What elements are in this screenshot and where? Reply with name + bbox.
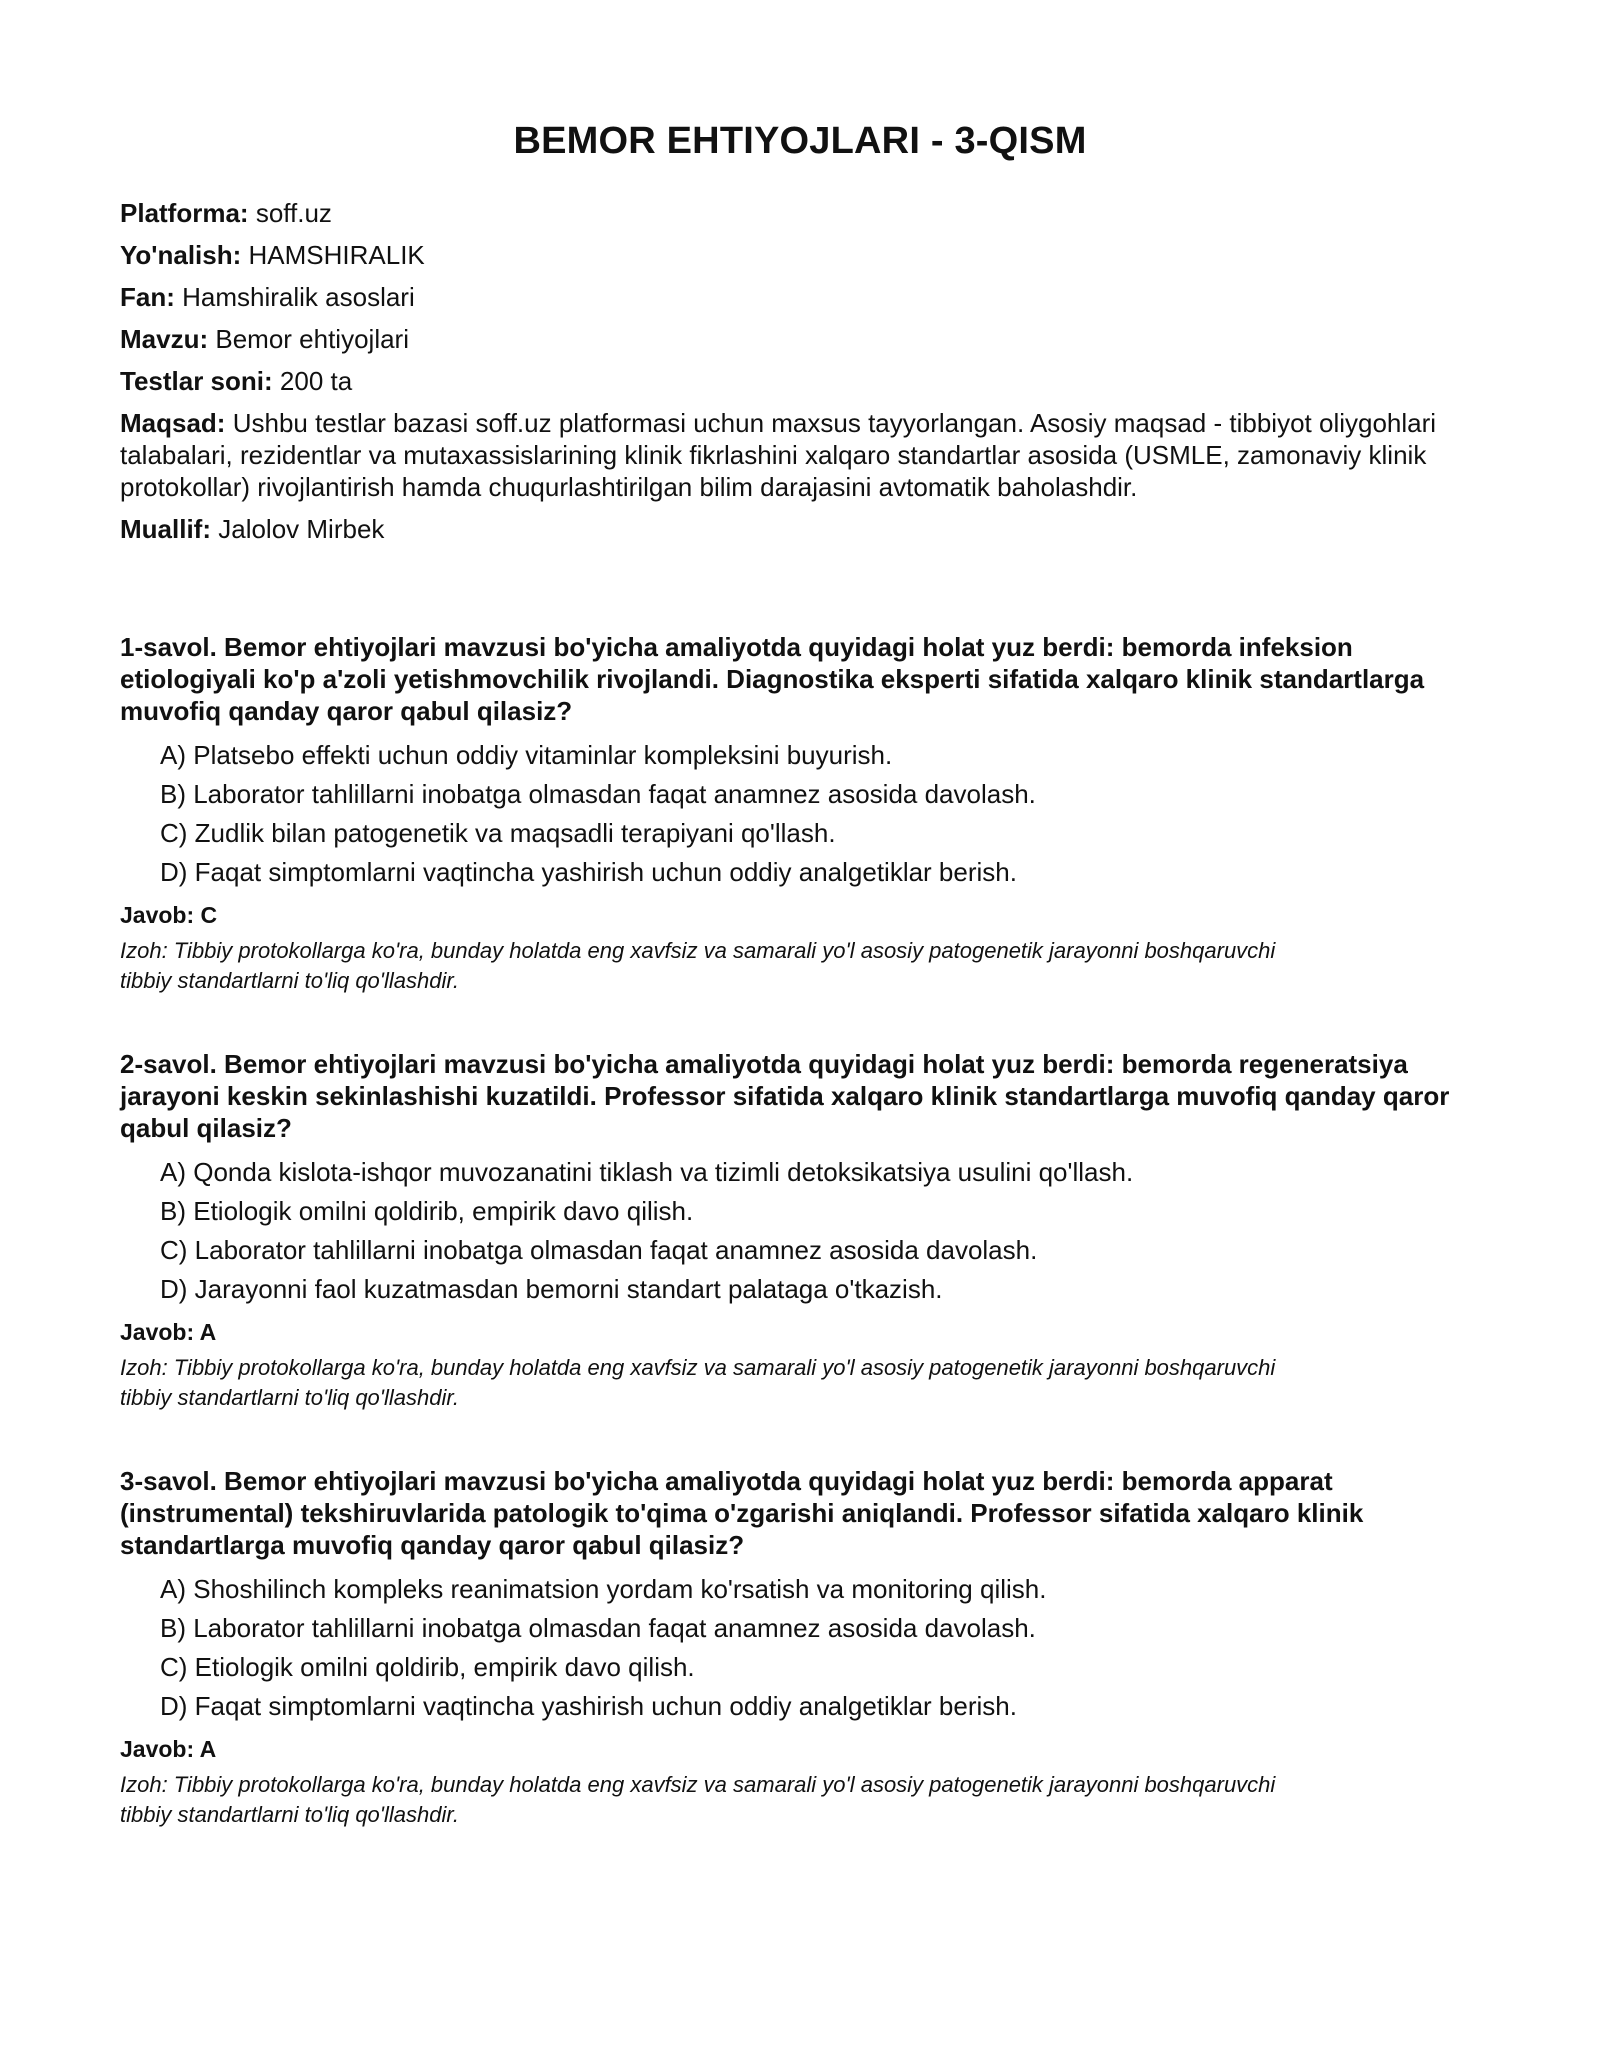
meta-value: Jalolov Mirbek [218,514,385,544]
meta-author [120,513,1480,545]
options-list [120,1156,1480,1305]
meta-subject [120,281,1480,313]
meta-label: Yo'nalish: [120,240,242,270]
option-d: D) Faqat simptomlarni vaqtincha yashirish uchun oddiy analgetiklar berish. [160,857,1017,887]
question-text: 1-savol. Bemor ehtiyojlari mavzusi bo'yicha amaliyotda quyidagi holat yuz berdi: bemorda infeksion etiologiyali ko'p a'zoli yetishmovchilik rivojlandi. Diagnostika eksperti sifatida xalqaro klinik standartlarga muvofiq qanday qaror qabul qilasiz? [120,632,1425,726]
option-c: C) Laborator tahlillarni inobatga olmasdan faqat anamnez asosida davolash. [160,1235,1038,1265]
meta-label: Fan: [120,282,175,312]
option-a: A) Platsebo effekti uchun oddiy vitaminlar kompleksini buyurish. [160,740,893,770]
meta-direction [120,239,1480,271]
meta-value: 200 ta [279,366,353,396]
meta-value: soff.uz [255,198,332,228]
question-2 [120,1048,1480,1413]
meta-label: Muallif: [120,514,211,544]
meta-label: Testlar soni: [120,366,273,396]
option-c: C) Etiologik omilni qoldirib, empirik davo qilish. [160,1652,695,1682]
option-b: B) Laborator tahlillarni inobatga olmasdan faqat anamnez asosida davolash. [160,1613,1036,1643]
answer-label: Javob: A [120,1736,217,1762]
explanation-note: Izoh: Tibbiy protokollarga ko'ra, bunday holatda eng xavfsiz va samarali yo'l asosiy patogenetik jarayonni boshqaruvchi tibbiy standartlarni to'liq qo'llashdir. [120,938,1276,993]
options-list [120,1573,1480,1722]
meta-label: Maqsad: [120,408,226,438]
answer-label: Javob: A [120,1319,217,1345]
meta-label: Mavzu: [120,324,209,354]
document-title: BEMOR EHTIYOJLARI - 3-QISM [513,120,1087,162]
option-c: C) Zudlik bilan patogenetik va maqsadli terapiyani qo'llash. [160,818,836,848]
explanation-note: Izoh: Tibbiy protokollarga ko'ra, bunday holatda eng xavfsiz va samarali yo'l asosiy patogenetik jarayonni boshqaruvchi tibbiy standartlarni to'liq qo'llashdir. [120,1355,1276,1410]
question-1 [120,631,1480,996]
option-d: D) Jarayonni faol kuzatmasdan bemorni standart palataga o'tkazish. [160,1274,943,1304]
explanation-note: Izoh: Tibbiy protokollarga ko'ra, bunday holatda eng xavfsiz va samarali yo'l asosiy patogenetik jarayonni boshqaruvchi tibbiy standartlarni to'liq qo'llashdir. [120,1772,1276,1827]
question-text: 2-savol. Bemor ehtiyojlari mavzusi bo'yicha amaliyotda quyidagi holat yuz berdi: bemorda regeneratsiya jarayoni keskin sekinlashishi kuzatildi. Professor sifatida xalqaro klinik standartlarga muvofiq qanday qaror qabul qilasiz? [120,1049,1450,1143]
meta-section [120,197,1480,545]
meta-value: HAMSHIRALIK [248,240,425,270]
question-3 [120,1465,1480,1830]
option-a: A) Qonda kislota-ishqor muvozanatini tiklash va tizimli detoksikatsiya usulini qo'llash. [160,1157,1134,1187]
questions-list [120,631,1480,1830]
meta-value: Bemor ehtiyojlari [215,324,409,354]
meta-value: Ushbu testlar bazasi soff.uz platformasi uchun maxsus tayyorlangan. Asosiy maqsad - tibbiyot oliygohlari talabalari, rezidentlar va mutaxassislarining klinik fikrlashini xalqaro standartlar asosida (USMLE, zamonaviy klinik protokollar) rivojlantirish hamda chuqurlashtirilgan bilim darajasini avtomatik baholashdir. [120,408,1437,502]
meta-purpose [120,407,1480,503]
option-a: A) Shoshilinch kompleks reanimatsion yordam ko'rsatish va monitoring qilish. [160,1574,1047,1604]
option-b: B) Laborator tahlillarni inobatga olmasdan faqat anamnez asosida davolash. [160,779,1036,809]
option-b: B) Etiologik omilni qoldirib, empirik davo qilish. [160,1196,694,1226]
question-text: 3-savol. Bemor ehtiyojlari mavzusi bo'yicha amaliyotda quyidagi holat yuz berdi: bemorda apparat (instrumental) tekshiruvlarida patologik to'qima o'zgarishi aniqlandi. Professor sifatida xalqaro klinik standartlarga muvofiq qanday qaror qabul qilasiz? [120,1466,1364,1560]
meta-label: Platforma: [120,198,249,228]
meta-topic [120,323,1480,355]
meta-test-count [120,365,1480,397]
options-list [120,739,1480,888]
meta-platform [120,197,1480,229]
answer-label: Javob: C [120,902,218,928]
option-d: D) Faqat simptomlarni vaqtincha yashirish uchun oddiy analgetiklar berish. [160,1691,1017,1721]
meta-value: Hamshiralik asoslari [182,282,415,312]
